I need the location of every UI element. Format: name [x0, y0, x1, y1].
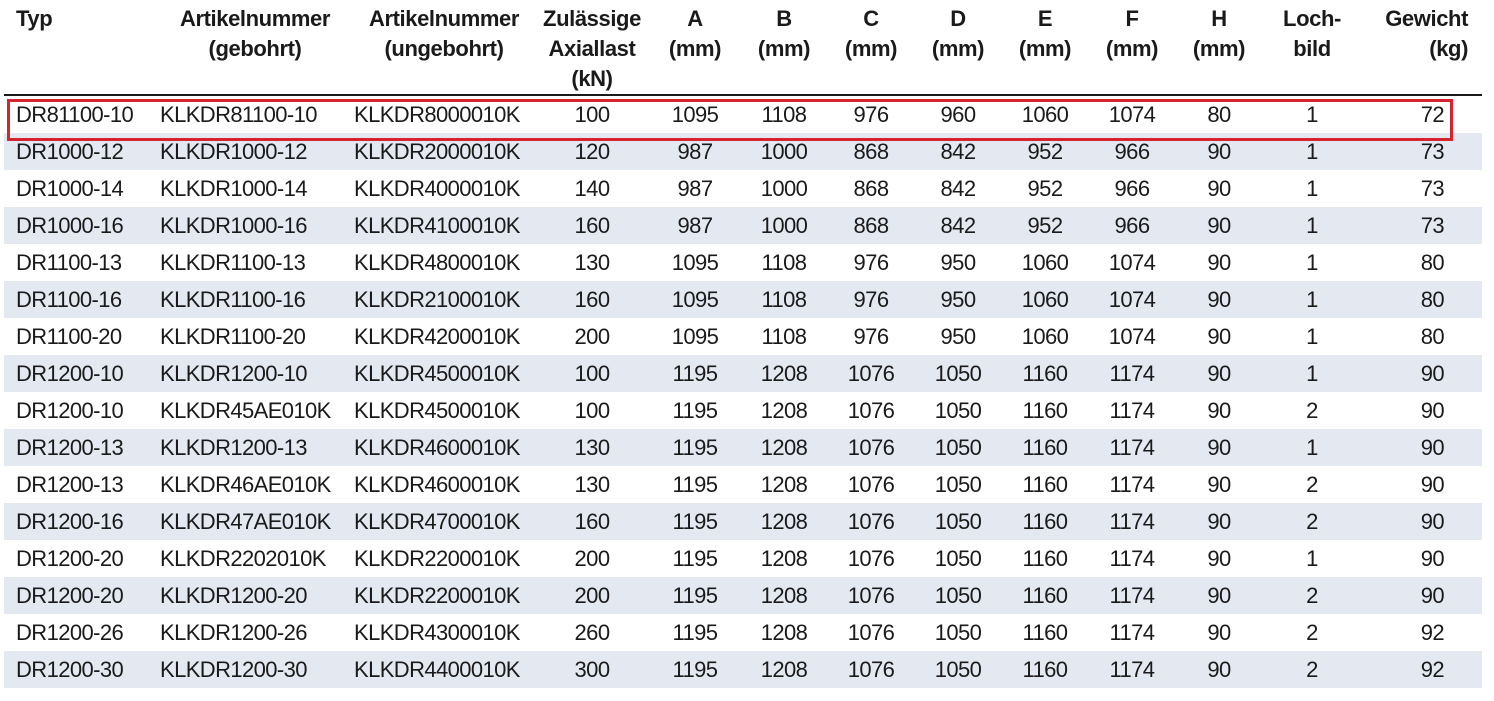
- cell-typ: DR1100-16: [4, 281, 156, 318]
- cell-f: 966: [1088, 207, 1176, 244]
- cell-e: 1160: [1002, 503, 1088, 540]
- cell-geb: KLKDR81100-10: [156, 95, 350, 133]
- cell-last: 160: [534, 503, 650, 540]
- cell-loch: 1: [1262, 318, 1362, 355]
- cell-geb: KLKDR1000-14: [156, 170, 350, 207]
- cell-d: 842: [914, 170, 1002, 207]
- cell-last: 100: [534, 392, 650, 429]
- cell-a: 1095: [650, 281, 740, 318]
- column-header-a: [650, 0, 740, 95]
- column-header-b: [740, 0, 828, 95]
- product-spec-table: [4, 0, 1482, 688]
- cell-c: 1076: [828, 614, 914, 651]
- cell-b: 1208: [740, 651, 828, 688]
- table-row: [4, 95, 1482, 133]
- cell-a: 1095: [650, 95, 740, 133]
- cell-f: 966: [1088, 133, 1176, 170]
- column-header-c: [828, 0, 914, 95]
- column-header-line: (mm): [1018, 36, 1072, 61]
- cell-a: 1095: [650, 244, 740, 281]
- column-header-line: A: [687, 6, 703, 31]
- cell-a: 1195: [650, 355, 740, 392]
- cell-loch: 2: [1262, 466, 1362, 503]
- cell-e: 952: [1002, 170, 1088, 207]
- table-body: [4, 95, 1482, 688]
- cell-c: 868: [828, 170, 914, 207]
- cell-last: 200: [534, 577, 650, 614]
- table-row: [4, 281, 1482, 318]
- column-header-line: (mm): [757, 36, 811, 61]
- column-header-line: E: [1037, 6, 1053, 31]
- cell-typ: DR1000-12: [4, 133, 156, 170]
- cell-f: 1174: [1088, 651, 1176, 688]
- cell-ung: KLKDR4300010K: [350, 614, 534, 651]
- cell-e: 1060: [1002, 281, 1088, 318]
- cell-ung: KLKDR4600010K: [350, 466, 534, 503]
- cell-typ: DR1000-14: [4, 170, 156, 207]
- cell-b: 1000: [740, 170, 828, 207]
- cell-last: 130: [534, 466, 650, 503]
- column-header-line: (mm): [844, 36, 898, 61]
- column-header-line: H: [1211, 6, 1227, 31]
- cell-typ: DR1200-10: [4, 392, 156, 429]
- cell-c: 976: [828, 318, 914, 355]
- table-row: [4, 614, 1482, 651]
- column-header-f: [1088, 0, 1176, 95]
- cell-geb: KLKDR1200-26: [156, 614, 350, 651]
- table-row: [4, 503, 1482, 540]
- column-header-line: C: [863, 6, 879, 31]
- cell-gew: 72: [1362, 95, 1482, 133]
- cell-b: 1208: [740, 614, 828, 651]
- cell-c: 1076: [828, 355, 914, 392]
- column-header-line: Axiallast: [548, 36, 636, 61]
- table-row: [4, 466, 1482, 503]
- cell-ung: KLKDR4800010K: [350, 244, 534, 281]
- cell-typ: DR1200-26: [4, 614, 156, 651]
- column-header-line: Loch-: [1283, 6, 1341, 31]
- cell-e: 952: [1002, 133, 1088, 170]
- cell-geb: KLKDR1200-20: [156, 577, 350, 614]
- cell-typ: DR1200-16: [4, 503, 156, 540]
- cell-c: 1076: [828, 540, 914, 577]
- cell-gew: 90: [1362, 355, 1482, 392]
- table-row: [4, 170, 1482, 207]
- cell-c: 976: [828, 244, 914, 281]
- cell-f: 1174: [1088, 614, 1176, 651]
- table-row: [4, 133, 1482, 170]
- cell-e: 1160: [1002, 614, 1088, 651]
- cell-loch: 1: [1262, 244, 1362, 281]
- cell-ung: KLKDR8000010K: [350, 95, 534, 133]
- table-row: [4, 429, 1482, 466]
- cell-ung: KLKDR4600010K: [350, 429, 534, 466]
- cell-geb: KLKDR1200-30: [156, 651, 350, 688]
- table-row: [4, 651, 1482, 688]
- cell-last: 140: [534, 170, 650, 207]
- cell-e: 1160: [1002, 540, 1088, 577]
- cell-c: 1076: [828, 392, 914, 429]
- cell-b: 1000: [740, 207, 828, 244]
- column-header-h: [1176, 0, 1262, 95]
- cell-c: 1076: [828, 577, 914, 614]
- cell-gew: 90: [1362, 540, 1482, 577]
- cell-geb: KLKDR1100-20: [156, 318, 350, 355]
- column-header-line: D: [950, 6, 966, 31]
- cell-h: 90: [1176, 392, 1262, 429]
- cell-d: 842: [914, 207, 1002, 244]
- cell-e: 1160: [1002, 651, 1088, 688]
- cell-a: 1195: [650, 429, 740, 466]
- cell-d: 1050: [914, 466, 1002, 503]
- cell-typ: DR1000-16: [4, 207, 156, 244]
- cell-c: 1076: [828, 651, 914, 688]
- header-row: [4, 0, 1482, 95]
- table-row: [4, 392, 1482, 429]
- column-header-line: (kg): [1429, 36, 1468, 61]
- column-header-line: bild: [1293, 36, 1331, 61]
- cell-h: 90: [1176, 466, 1262, 503]
- cell-c: 868: [828, 207, 914, 244]
- column-header-line: Typ: [16, 6, 53, 31]
- cell-f: 1174: [1088, 429, 1176, 466]
- cell-loch: 2: [1262, 503, 1362, 540]
- cell-d: 1050: [914, 614, 1002, 651]
- cell-c: 1076: [828, 466, 914, 503]
- cell-ung: KLKDR4400010K: [350, 651, 534, 688]
- cell-e: 1160: [1002, 466, 1088, 503]
- column-header-gew: [1362, 0, 1482, 95]
- cell-a: 987: [650, 170, 740, 207]
- column-header-line: F: [1125, 6, 1139, 31]
- cell-f: 1074: [1088, 281, 1176, 318]
- cell-ung: KLKDR4100010K: [350, 207, 534, 244]
- cell-h: 90: [1176, 281, 1262, 318]
- cell-b: 1208: [740, 392, 828, 429]
- cell-c: 976: [828, 95, 914, 133]
- cell-b: 1208: [740, 540, 828, 577]
- cell-gew: 73: [1362, 207, 1482, 244]
- cell-h: 90: [1176, 651, 1262, 688]
- cell-ung: KLKDR2200010K: [350, 577, 534, 614]
- cell-f: 1074: [1088, 318, 1176, 355]
- column-header-line: Gewicht: [1385, 6, 1468, 31]
- cell-loch: 1: [1262, 95, 1362, 133]
- cell-last: 100: [534, 95, 650, 133]
- column-header-line: (gebohrt): [208, 36, 302, 61]
- cell-e: 1060: [1002, 95, 1088, 133]
- cell-e: 952: [1002, 207, 1088, 244]
- cell-gew: 73: [1362, 170, 1482, 207]
- cell-gew: 73: [1362, 133, 1482, 170]
- cell-a: 1195: [650, 466, 740, 503]
- cell-d: 1050: [914, 355, 1002, 392]
- cell-h: 90: [1176, 577, 1262, 614]
- cell-loch: 1: [1262, 207, 1362, 244]
- cell-loch: 1: [1262, 133, 1362, 170]
- column-header-line: B: [776, 6, 792, 31]
- cell-d: 950: [914, 318, 1002, 355]
- column-header-line: (ungebohrt): [384, 36, 504, 61]
- cell-ung: KLKDR4500010K: [350, 355, 534, 392]
- cell-loch: 2: [1262, 392, 1362, 429]
- cell-a: 1195: [650, 577, 740, 614]
- cell-ung: KLKDR4700010K: [350, 503, 534, 540]
- cell-h: 90: [1176, 318, 1262, 355]
- cell-d: 1050: [914, 651, 1002, 688]
- cell-h: 90: [1176, 540, 1262, 577]
- cell-ung: KLKDR2000010K: [350, 133, 534, 170]
- cell-gew: 90: [1362, 466, 1482, 503]
- cell-h: 90: [1176, 614, 1262, 651]
- table-row: [4, 318, 1482, 355]
- column-header-ung: [350, 0, 534, 95]
- cell-c: 1076: [828, 503, 914, 540]
- column-header-line: Artikelnummer: [368, 6, 520, 31]
- cell-typ: DR1200-30: [4, 651, 156, 688]
- cell-ung: KLKDR4500010K: [350, 392, 534, 429]
- cell-gew: 80: [1362, 318, 1482, 355]
- cell-b: 1108: [740, 281, 828, 318]
- cell-a: 1195: [650, 392, 740, 429]
- cell-c: 868: [828, 133, 914, 170]
- column-header-loch: [1262, 0, 1362, 95]
- cell-gew: 90: [1362, 429, 1482, 466]
- cell-gew: 92: [1362, 614, 1482, 651]
- cell-last: 300: [534, 651, 650, 688]
- cell-f: 1074: [1088, 244, 1176, 281]
- cell-b: 1208: [740, 355, 828, 392]
- cell-b: 1208: [740, 577, 828, 614]
- cell-h: 80: [1176, 95, 1262, 133]
- cell-f: 966: [1088, 170, 1176, 207]
- cell-loch: 1: [1262, 355, 1362, 392]
- cell-geb: KLKDR47AE010K: [156, 503, 350, 540]
- column-header-line: Artikelnummer: [179, 6, 331, 31]
- table-row: [4, 244, 1482, 281]
- table-row: [4, 540, 1482, 577]
- cell-gew: 90: [1362, 392, 1482, 429]
- cell-loch: 1: [1262, 170, 1362, 207]
- cell-a: 1195: [650, 540, 740, 577]
- cell-d: 842: [914, 133, 1002, 170]
- cell-last: 100: [534, 355, 650, 392]
- cell-b: 1208: [740, 429, 828, 466]
- cell-loch: 2: [1262, 651, 1362, 688]
- cell-ung: KLKDR4200010K: [350, 318, 534, 355]
- cell-geb: KLKDR1000-12: [156, 133, 350, 170]
- cell-geb: KLKDR1100-13: [156, 244, 350, 281]
- cell-h: 90: [1176, 207, 1262, 244]
- cell-e: 1060: [1002, 318, 1088, 355]
- cell-geb: KLKDR1200-10: [156, 355, 350, 392]
- cell-loch: 1: [1262, 281, 1362, 318]
- cell-last: 120: [534, 133, 650, 170]
- cell-f: 1174: [1088, 466, 1176, 503]
- cell-last: 200: [534, 540, 650, 577]
- cell-h: 90: [1176, 133, 1262, 170]
- cell-d: 960: [914, 95, 1002, 133]
- cell-b: 1108: [740, 95, 828, 133]
- cell-loch: 1: [1262, 540, 1362, 577]
- cell-last: 260: [534, 614, 650, 651]
- column-header-d: [914, 0, 1002, 95]
- column-header-geb: [156, 0, 350, 95]
- cell-last: 130: [534, 429, 650, 466]
- cell-last: 130: [534, 244, 650, 281]
- cell-e: 1160: [1002, 355, 1088, 392]
- cell-geb: KLKDR45AE010K: [156, 392, 350, 429]
- cell-e: 1160: [1002, 429, 1088, 466]
- cell-h: 90: [1176, 170, 1262, 207]
- cell-b: 1208: [740, 466, 828, 503]
- cell-gew: 90: [1362, 577, 1482, 614]
- cell-f: 1174: [1088, 392, 1176, 429]
- table-row: [4, 577, 1482, 614]
- table-row: [4, 355, 1482, 392]
- cell-geb: KLKDR1200-13: [156, 429, 350, 466]
- cell-b: 1108: [740, 244, 828, 281]
- cell-d: 1050: [914, 429, 1002, 466]
- cell-typ: DR1200-20: [4, 577, 156, 614]
- cell-e: 1160: [1002, 392, 1088, 429]
- cell-loch: 2: [1262, 577, 1362, 614]
- cell-b: 1108: [740, 318, 828, 355]
- cell-typ: DR1200-10: [4, 355, 156, 392]
- column-header-line: (kN): [571, 66, 613, 91]
- cell-h: 90: [1176, 355, 1262, 392]
- cell-geb: KLKDR1000-16: [156, 207, 350, 244]
- column-header-line: (mm): [1105, 36, 1159, 61]
- cell-a: 1195: [650, 503, 740, 540]
- cell-gew: 80: [1362, 281, 1482, 318]
- cell-typ: DR81100-10: [4, 95, 156, 133]
- table-header: [4, 0, 1482, 95]
- cell-c: 976: [828, 281, 914, 318]
- cell-geb: KLKDR1100-16: [156, 281, 350, 318]
- cell-b: 1000: [740, 133, 828, 170]
- cell-last: 200: [534, 318, 650, 355]
- cell-gew: 92: [1362, 651, 1482, 688]
- cell-typ: DR1200-20: [4, 540, 156, 577]
- column-header-line: (mm): [668, 36, 722, 61]
- cell-geb: KLKDR2202010K: [156, 540, 350, 577]
- cell-d: 1050: [914, 503, 1002, 540]
- cell-a: 1195: [650, 614, 740, 651]
- cell-h: 90: [1176, 503, 1262, 540]
- cell-h: 90: [1176, 429, 1262, 466]
- cell-f: 1174: [1088, 355, 1176, 392]
- cell-last: 160: [534, 281, 650, 318]
- cell-c: 1076: [828, 429, 914, 466]
- cell-d: 1050: [914, 392, 1002, 429]
- cell-typ: DR1100-13: [4, 244, 156, 281]
- cell-b: 1208: [740, 503, 828, 540]
- column-header-line: (mm): [931, 36, 985, 61]
- table-row: [4, 207, 1482, 244]
- cell-f: 1174: [1088, 503, 1176, 540]
- cell-loch: 2: [1262, 614, 1362, 651]
- cell-typ: DR1100-20: [4, 318, 156, 355]
- cell-a: 987: [650, 133, 740, 170]
- cell-ung: KLKDR2200010K: [350, 540, 534, 577]
- column-header-line: Zulässige: [543, 6, 641, 31]
- cell-f: 1174: [1088, 577, 1176, 614]
- cell-d: 1050: [914, 577, 1002, 614]
- column-header-e: [1002, 0, 1088, 95]
- cell-d: 950: [914, 244, 1002, 281]
- cell-a: 1095: [650, 318, 740, 355]
- cell-f: 1074: [1088, 95, 1176, 133]
- cell-gew: 80: [1362, 244, 1482, 281]
- cell-f: 1174: [1088, 540, 1176, 577]
- cell-e: 1160: [1002, 577, 1088, 614]
- cell-e: 1060: [1002, 244, 1088, 281]
- cell-geb: KLKDR46AE010K: [156, 466, 350, 503]
- cell-ung: KLKDR2100010K: [350, 281, 534, 318]
- cell-d: 1050: [914, 540, 1002, 577]
- cell-loch: 1: [1262, 429, 1362, 466]
- cell-typ: DR1200-13: [4, 466, 156, 503]
- cell-d: 950: [914, 281, 1002, 318]
- cell-h: 90: [1176, 244, 1262, 281]
- cell-a: 1195: [650, 651, 740, 688]
- cell-ung: KLKDR4000010K: [350, 170, 534, 207]
- cell-a: 987: [650, 207, 740, 244]
- cell-last: 160: [534, 207, 650, 244]
- column-header-typ: [4, 0, 156, 95]
- cell-gew: 90: [1362, 503, 1482, 540]
- cell-typ: DR1200-13: [4, 429, 156, 466]
- column-header-line: (mm): [1192, 36, 1246, 61]
- column-header-last: [534, 0, 650, 95]
